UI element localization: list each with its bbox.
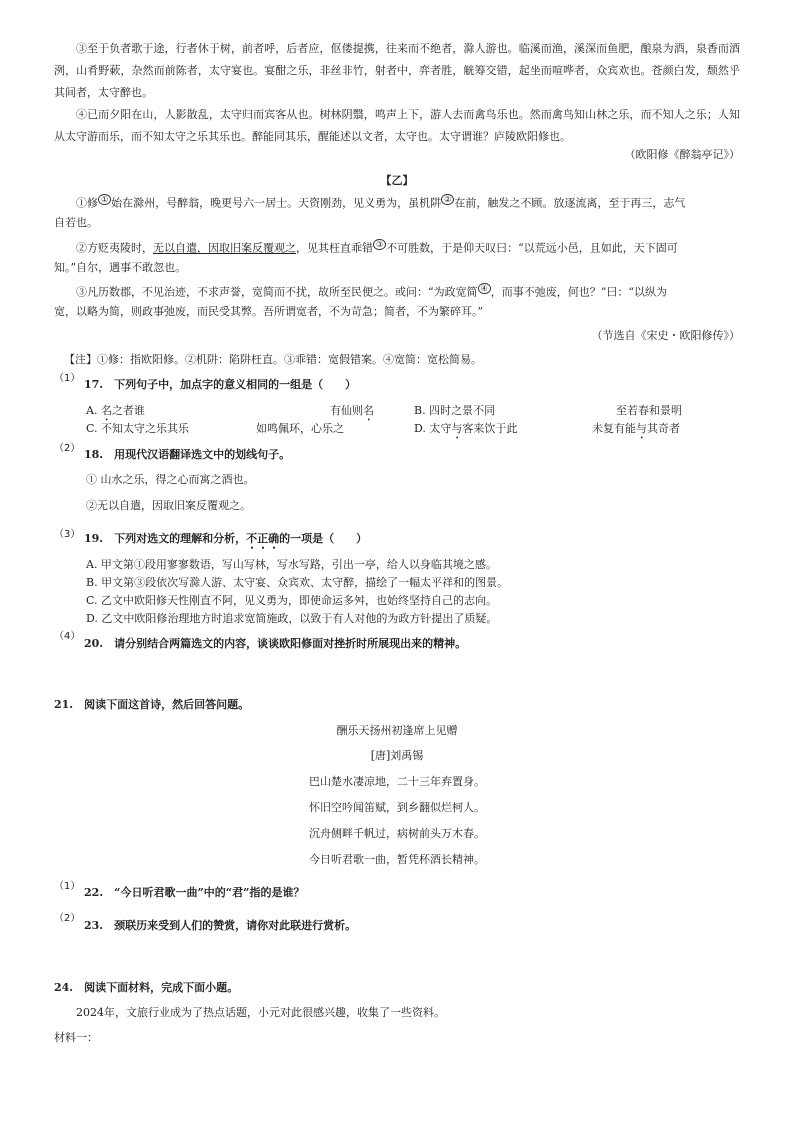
- yi-p2-a: ②方贬夷陵时，: [76, 241, 153, 255]
- option-text: 客来饮于此: [462, 422, 518, 435]
- yi-p3-c: 宽，以略为简，则政事弛废，而民受其弊。吾所谓宽者，不为苛急；简者，不为繁碎耳。”: [54, 305, 484, 318]
- q19-option-b[interactable]: B. 甲文第③段依次写滁人游、太守宴、众宾欢、太守醉，描绘了一幅太平祥和的图景。: [86, 576, 509, 589]
- yi-source: （节选自《宋史・欧阳修传》）: [591, 329, 740, 342]
- poem-line: 沉舟侧畔千帆过，病树前头万木春。: [309, 827, 485, 840]
- q17-option-d-2: [592, 421, 680, 442]
- q19-option-d[interactable]: D. 乙文中欧阳修治理地方时追求宽简施政，以致于有人对他的为政方针提出了质疑。: [86, 612, 498, 625]
- yi-p2-d: 知。”自尔，遇事不敢忽也。: [54, 261, 187, 274]
- question-number: （4）: [54, 631, 81, 642]
- question-19-stem: [84, 531, 367, 552]
- yi-p2-c: 不可胜数，于是仰天叹曰：“以荒远小邑，且如此，天下固可: [386, 241, 678, 255]
- question-20-stem: 20. 请分别结合两篇选文的内容，谈谈欧阳修面对挫折时所展现出来的精神。: [84, 637, 467, 650]
- yi-paragraph-2-line-1: [76, 240, 678, 257]
- annotation-mark: ②: [441, 194, 454, 205]
- question-23-stem: 23. 颈联历来受到人们的赞赏，请你对此联进行赏析。: [84, 919, 357, 932]
- jia-paragraph-3: ③至于负者歌于途，行者休于树，前者呼，后者应，伛偻提携，往来而不绝者，滁人游也。临溪而渔，溪深而鱼肥，酿泉为酒，泉香而酒洌，山肴野蔌，杂然而前陈者，太守宴也。宴酣之乐，非丝非竹，射者中，弈者胜，觥筹交错，起坐而喧哗者，众宾欢也。苍颜白发，颓然乎其间者，太守醉也。: [54, 42, 740, 99]
- option-text: 之者谁: [111, 404, 145, 417]
- question-21-stem: 21. 阅读下面这首诗，然后回答问题。: [54, 698, 250, 711]
- underlined-sentence: 无以自遣，因取旧案反覆观之: [153, 241, 296, 255]
- yi-p3-b: ，而事不弛废，何也？”曰：“以纵为: [490, 285, 668, 299]
- question-number: （3）: [54, 529, 81, 540]
- q17-option-c-1[interactable]: C. 不知太守之乐其乐: [86, 422, 190, 435]
- option-text: 其奇者: [647, 422, 680, 435]
- yi-p1-b: 始在滁州，号醉翁，晚更号六一居士。天资刚劲，见义勇为，虽机阱: [111, 196, 442, 210]
- jia-source: （欧阳修《醉翁亭记》）: [624, 148, 740, 161]
- question-18-stem: 18. 用现代汉语翻译选文中的划线句子。: [84, 448, 291, 461]
- yi-paragraph-3-line-1: [76, 284, 667, 301]
- yi-p1-c: 在前，触发之不顾。放逐流离，至于再三，志气: [454, 196, 686, 210]
- q24-intro: 2024年，文旅行业成为了热点话题，小元对此很感兴趣，收集了一些资料。: [76, 1006, 445, 1019]
- stem-text: 的一项是（ ）: [279, 532, 368, 545]
- option-letter: A.: [86, 404, 101, 417]
- yi-paragraph-1-line-1: [76, 195, 685, 212]
- option-text: 有仙则: [330, 404, 363, 417]
- dotted-char: 与: [451, 422, 463, 435]
- yi-p3-a: ③凡历数郡，不见治迹，不求声誉，宽简而不扰，故所至民便之。或问：“为政宽简: [76, 285, 478, 299]
- question-24-stem: 24. 阅读下面材料，完成下面小题。: [54, 981, 239, 994]
- yi-p1-d: 自若也。: [54, 216, 98, 229]
- yi-p1-a: ①修: [76, 196, 98, 210]
- poem-line: 怀旧空吟闻笛赋，到乡翻似烂柯人。: [309, 801, 485, 814]
- dotted-emphasis: 不正确: [246, 532, 280, 545]
- annotation-mark: ①: [98, 194, 111, 205]
- question-number: （2）: [54, 913, 81, 924]
- q18-sentence-1: ① 山水之乐，得之心而寓之酒也。: [86, 473, 255, 486]
- poem-line: 今日听君歌一曲，暂凭杯酒长精神。: [309, 853, 485, 866]
- annotation-mark: ④: [478, 283, 491, 294]
- q17-option-b-2: 至若春和景明: [616, 404, 682, 417]
- question-22-stem: 22. “今日听君歌一曲”中的“君”指的是谁？: [84, 886, 305, 899]
- footnote: 【注】①修：指欧阳修。②机阱：陷阱枉直。③乖错：宽假错案。④宽简：宽松简易。: [64, 353, 482, 366]
- question-number: （2）: [54, 443, 81, 454]
- material-1-label: 材料一：: [54, 1031, 98, 1044]
- poem-line: 巴山楚水凄凉地，二十三年弃置身。: [309, 775, 485, 788]
- q17-option-b-1[interactable]: B. 四时之景不同: [414, 404, 496, 417]
- poem-title: 酬乐天扬州初逢席上见赠: [336, 724, 458, 737]
- stem-text: 19. 下列对选文的理解和分析，: [84, 532, 247, 545]
- jia-paragraph-4: ④已而夕阳在山，人影散乱，太守归而宾客从也。树林阴翳，鸣声上下，游人去而禽鸟乐也。然而禽鸟知山林之乐，而不知人之乐；人知从太守游而乐，而不知太守之乐其乐也。醉能同其乐，醒能述以文者，太守也。太守谓谁？庐陵欧阳修也。: [54, 108, 740, 143]
- option-text: D. 太守: [414, 422, 452, 435]
- poem-author: [唐]刘禹锡: [370, 749, 424, 762]
- q17-option-d-1[interactable]: [414, 421, 517, 442]
- question-number: （1）: [54, 373, 81, 384]
- question-number: （1）: [54, 881, 81, 892]
- question-17-stem: 17. 下列句子中，加点字的意义相同的一组是（ ）: [84, 378, 357, 391]
- q18-sentence-2: ②无以自遣，因取旧案反覆观之。: [86, 499, 251, 512]
- dotted-char: 名: [363, 404, 374, 417]
- yi-p2-b: ，见其枉直乖错: [296, 241, 373, 255]
- dotted-char: 与: [636, 422, 647, 435]
- q17-option-c-2: 如鸣佩环，心乐之: [256, 422, 344, 435]
- annotation-mark: ③: [373, 239, 386, 250]
- yi-title: 【乙】: [380, 174, 414, 187]
- q19-option-a[interactable]: A. 甲文第①段用寥寥数语，写山写林，写水写路，引出一亭，给人以身临其境之感。: [86, 558, 497, 571]
- q19-option-c[interactable]: C. 乙文中欧阳修天性刚直不阿，见义勇为，即使命运多舛，也始终坚持自己的志向。: [86, 594, 498, 607]
- option-text: 未复有能: [592, 422, 636, 435]
- dotted-char: 名: [100, 404, 112, 417]
